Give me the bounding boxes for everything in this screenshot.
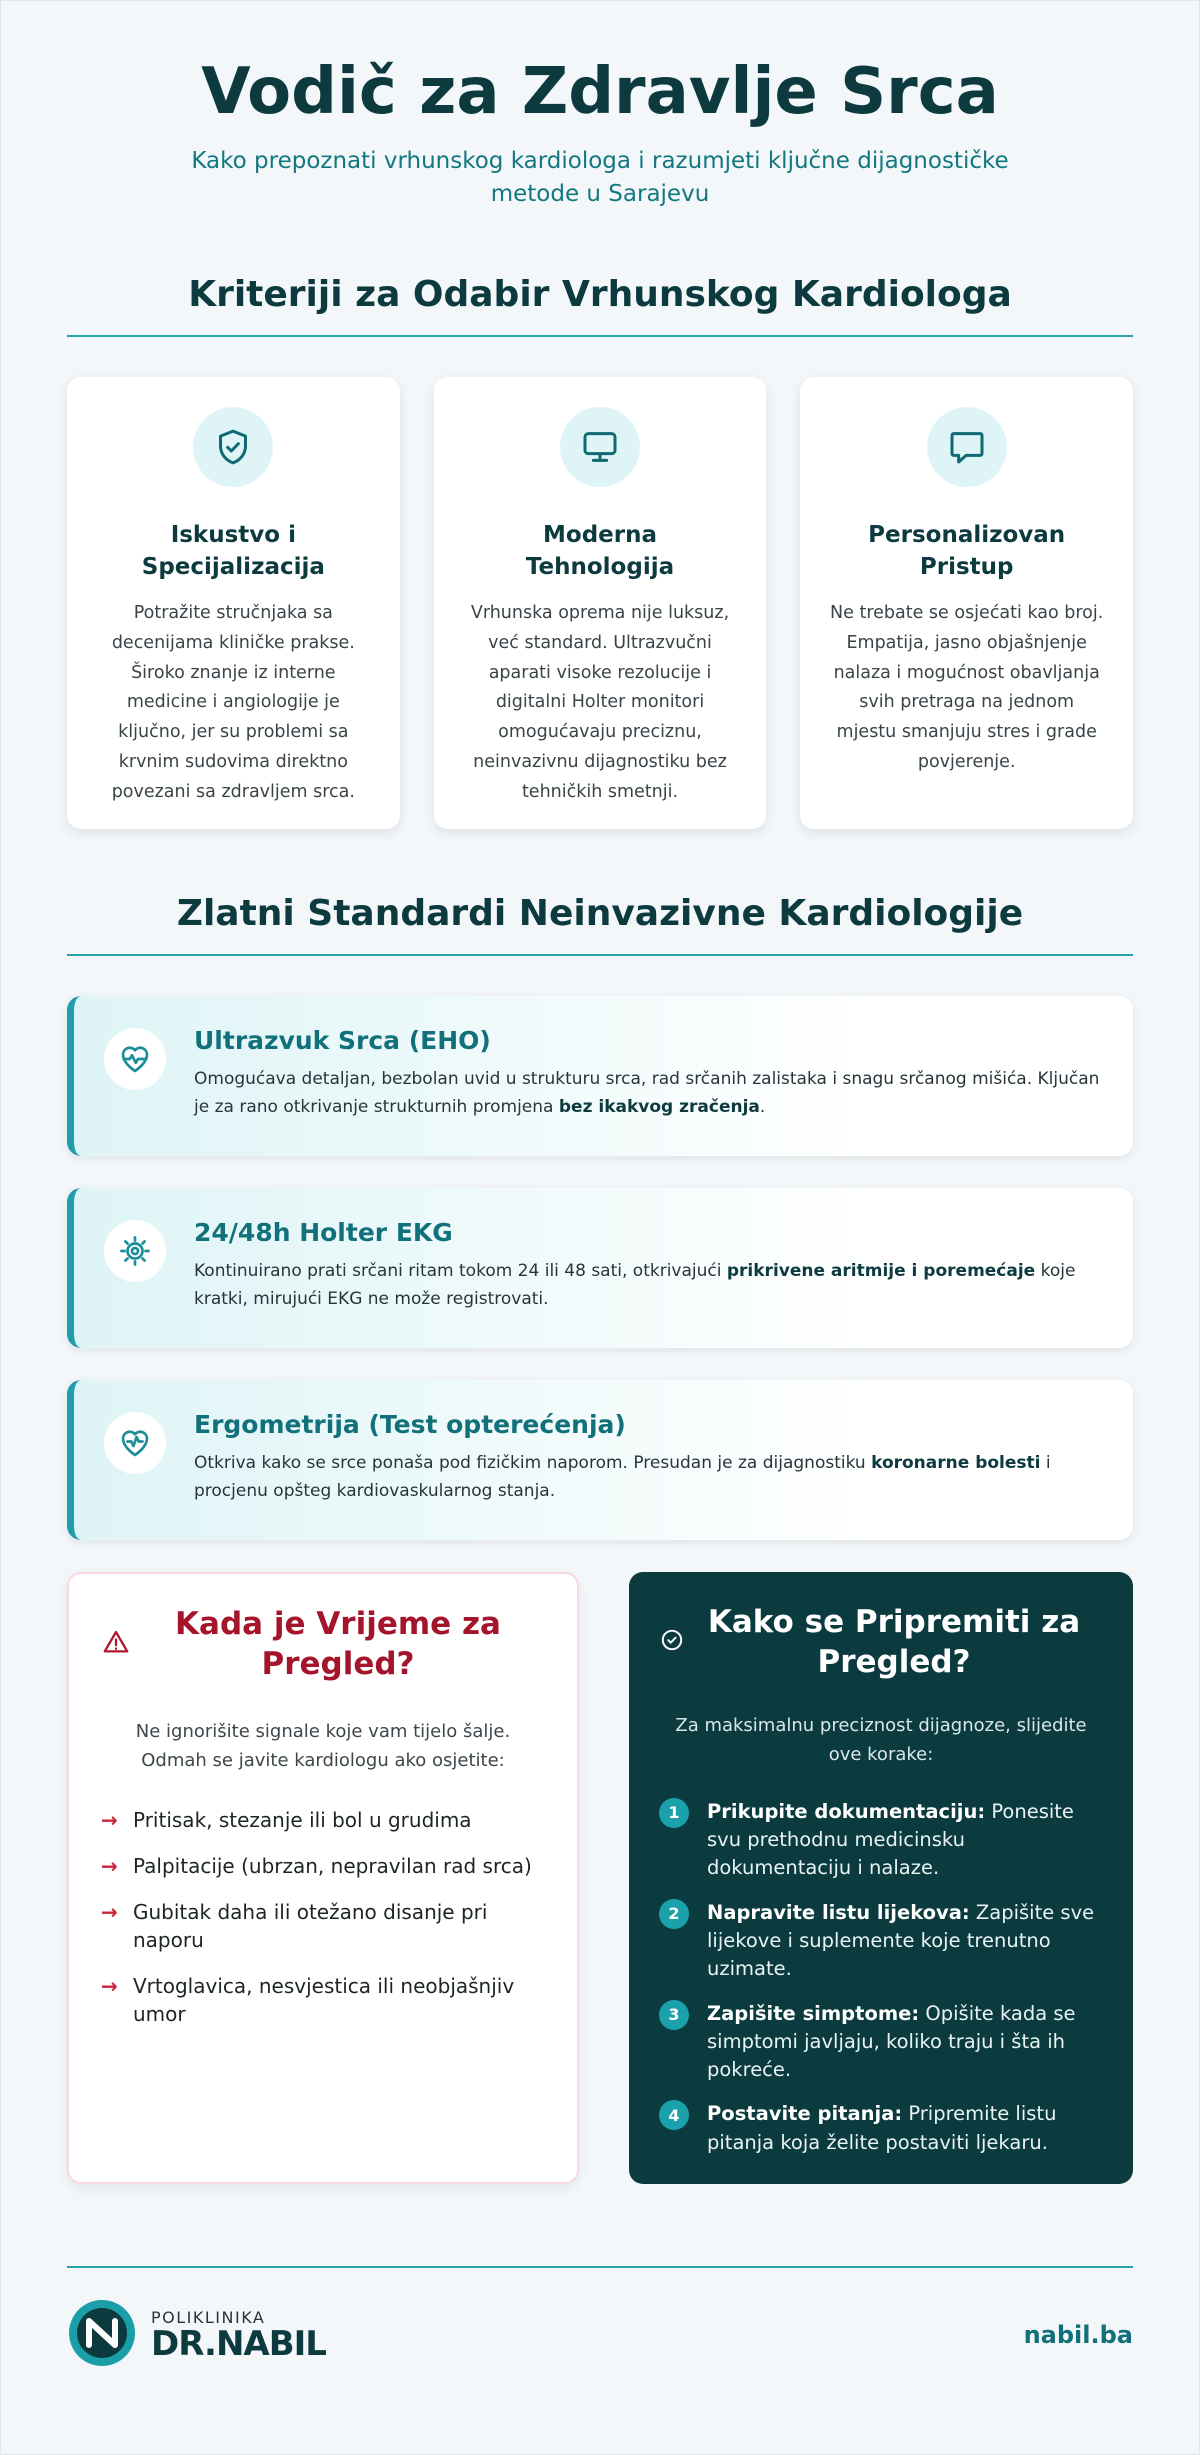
bottom-panels [67, 1572, 1133, 2184]
standard-text-part: koje kratki, mirujući EKG ne može registrovati. [194, 1260, 1076, 1309]
symptom-text: Gubitak daha ili otežano disanje pri naporu [133, 1899, 488, 1952]
criteria-section-title: Kriteriji za Odabir Vrhunskog Kardiologa [188, 273, 1012, 315]
symptom-text: Palpitacije (ubrzan, nepravilan rad srca) [133, 1853, 532, 1878]
brand-subtitle: POLIKLINIKA [151, 2308, 266, 2328]
step-number: 3 [659, 2000, 689, 2030]
page-title: Vodič za Zdravlje Srca [201, 55, 999, 129]
list-item [101, 1852, 545, 1880]
card-title [95, 519, 372, 583]
step-label: Zapišite simptome: [707, 2001, 920, 2025]
card-text: Ne trebate se osjećati kao broj. Empatija, jasno objašnjenje nalaza i mogućnost obavljanja svih pretraga na jednom mjestu smanjuju stres i grade povjerenje. [830, 603, 1104, 772]
standard-title: 24/48h Holter EKG [194, 1217, 453, 1247]
step-text: Pripremite listu pitanja koja želite postaviti ljekaru. [707, 2102, 1057, 2154]
symptom-list [101, 1806, 545, 2028]
standard-text-part: Otkriva kako se srce ponaša pod fizičkim naporom. Presudan je za dijagnostiku [194, 1452, 872, 1473]
standard-text [194, 1257, 1103, 1313]
list-item [101, 1898, 545, 1954]
footer [67, 2298, 1133, 2372]
list-item [659, 2000, 1103, 2085]
criteria-cards [67, 377, 1133, 829]
footer-divider [67, 2266, 1133, 2268]
holter-monitor-icon [104, 1220, 166, 1282]
standard-text-part: Kontinuirano prati srčani ritam tokom 24 ili 48 sati, otkrivajući [194, 1260, 727, 1281]
list-item [101, 1806, 545, 1834]
list-item [659, 1798, 1103, 1883]
logo-icon [67, 2298, 137, 2372]
step-text: Ponesite svu prethodnu medicinsku dokumentaciju i nalaze. [707, 1799, 1074, 1880]
preparation-intro: Za maksimalnu preciznost dijagnoze, slijedite ove korake: [675, 1715, 1087, 1766]
arrow-right-icon: → [101, 1899, 118, 1924]
criteria-card-experience [67, 377, 400, 829]
standard-item-eho [67, 996, 1133, 1156]
step-number: 2 [659, 1899, 689, 1929]
standard-text [194, 1449, 1103, 1505]
standard-text-bold: koronarne bolesti [871, 1452, 1041, 1473]
standard-text-part: . [759, 1096, 766, 1117]
step-label: Postavite pitanja: [707, 2102, 903, 2126]
card-title-line: Personalizovan [868, 521, 1066, 548]
standard-item-ergometry [67, 1380, 1133, 1540]
step-text: Zapišite sve lijekove i suplemente koje trenutno uzimate. [707, 1900, 1095, 1981]
list-item [659, 2100, 1103, 2157]
warning-title: Kada je Vrijeme za Pregled? [175, 1605, 501, 1683]
step-number: 4 [659, 2100, 689, 2130]
card-title-line: Tehnologija [525, 553, 675, 580]
standard-text-bold: bez ikakvog zračenja [558, 1096, 760, 1117]
arrow-right-icon: → [101, 1973, 118, 1998]
standard-text [194, 1065, 1103, 1121]
standard-item-holter [67, 1188, 1133, 1348]
symptom-text: Vrtoglavica, nesvjestica ili neobjašnjiv umor [133, 1973, 515, 2026]
list-item [659, 1899, 1103, 1984]
step-number: 1 [659, 1798, 689, 1828]
shield-check-icon [193, 407, 273, 487]
step-label: Napravite listu lijekova: [707, 1900, 970, 1924]
symptom-text: Pritisak, stezanje ili bol u grudima [133, 1807, 472, 1832]
website-link[interactable]: nabil.ba [1023, 2320, 1133, 2349]
preparation-steps [659, 1798, 1103, 2157]
card-title-line: Pristup [919, 553, 1014, 580]
page-subtitle: Kako prepoznati vrhunskog kardiologa i razumjeti ključne dijagnostičke metode u Sarajevu [191, 148, 1009, 207]
heart-pulse-icon [104, 1028, 166, 1090]
warning-triangle-icon [101, 1627, 131, 1661]
standards-list [67, 996, 1133, 1540]
section-divider [67, 335, 1133, 337]
check-circle-icon [659, 1627, 685, 1657]
brand-name: DR.NABIL [151, 2324, 326, 2365]
criteria-card-personal [800, 377, 1133, 829]
warning-panel [67, 1572, 579, 2184]
standard-title: Ergometrija (Test opterećenja) [194, 1409, 626, 1439]
warning-intro: Ne ignorišite signale koje vam tijelo šalje. Odmah se javite kardiologu ako osjetite: [135, 1721, 511, 1772]
card-title-line: Iskustvo i [170, 521, 296, 548]
preparation-title: Kako se Pripremiti za Pregled? [707, 1603, 1081, 1681]
step-text: Opišite kada se simptomi javljaju, koliko traju i šta ih pokreće. [707, 2001, 1076, 2082]
standards-section-title: Zlatni Standardi Neinvazivne Kardiologije [176, 892, 1024, 934]
heart-rate-icon [104, 1412, 166, 1474]
section-divider [67, 954, 1133, 956]
card-title-line: Moderna [543, 521, 657, 548]
brand-logo[interactable] [67, 2298, 326, 2372]
standard-text-part: Omogućava detaljan, bezbolan uvid u strukturu srca, rad srčanih zalistaka i snagu srčanog mišića. Ključan je za rano otkrivanje strukturnih promjena [194, 1068, 1100, 1117]
card-title [828, 519, 1105, 583]
card-title [462, 519, 739, 583]
arrow-right-icon: → [101, 1807, 118, 1832]
chat-icon [927, 407, 1007, 487]
step-label: Prikupite dokumentaciju: [707, 1799, 986, 1823]
monitor-icon [560, 407, 640, 487]
arrow-right-icon: → [101, 1853, 118, 1878]
list-item [101, 1972, 545, 2028]
card-text: Potražite stručnjaka sa decenijama kliničke prakse. Široko znanje iz interne medicine i angiologije je ključno, jer su problemi sa krvnim sudovima direktno povezani sa zdravljem srca. [111, 603, 355, 802]
standard-text-bold: prikrivene aritmije i poremećaje [726, 1260, 1036, 1281]
standard-text-part: i procjenu opšteg kardiovaskularnog stanja. [194, 1452, 1051, 1501]
card-title-line: Specijalizacija [141, 553, 325, 580]
criteria-card-technology [434, 377, 767, 829]
standard-title: Ultrazvuk Srca (EHO) [194, 1025, 491, 1055]
preparation-panel [629, 1572, 1133, 2184]
card-text: Vrhunska oprema nije luksuz, već standard. Ultrazvučni aparati visoke rezolucije i digitalni Holter monitori omogućavaju preciznu, neinvazivnu dijagnostiku bez tehničkih smetnji. [470, 603, 730, 802]
